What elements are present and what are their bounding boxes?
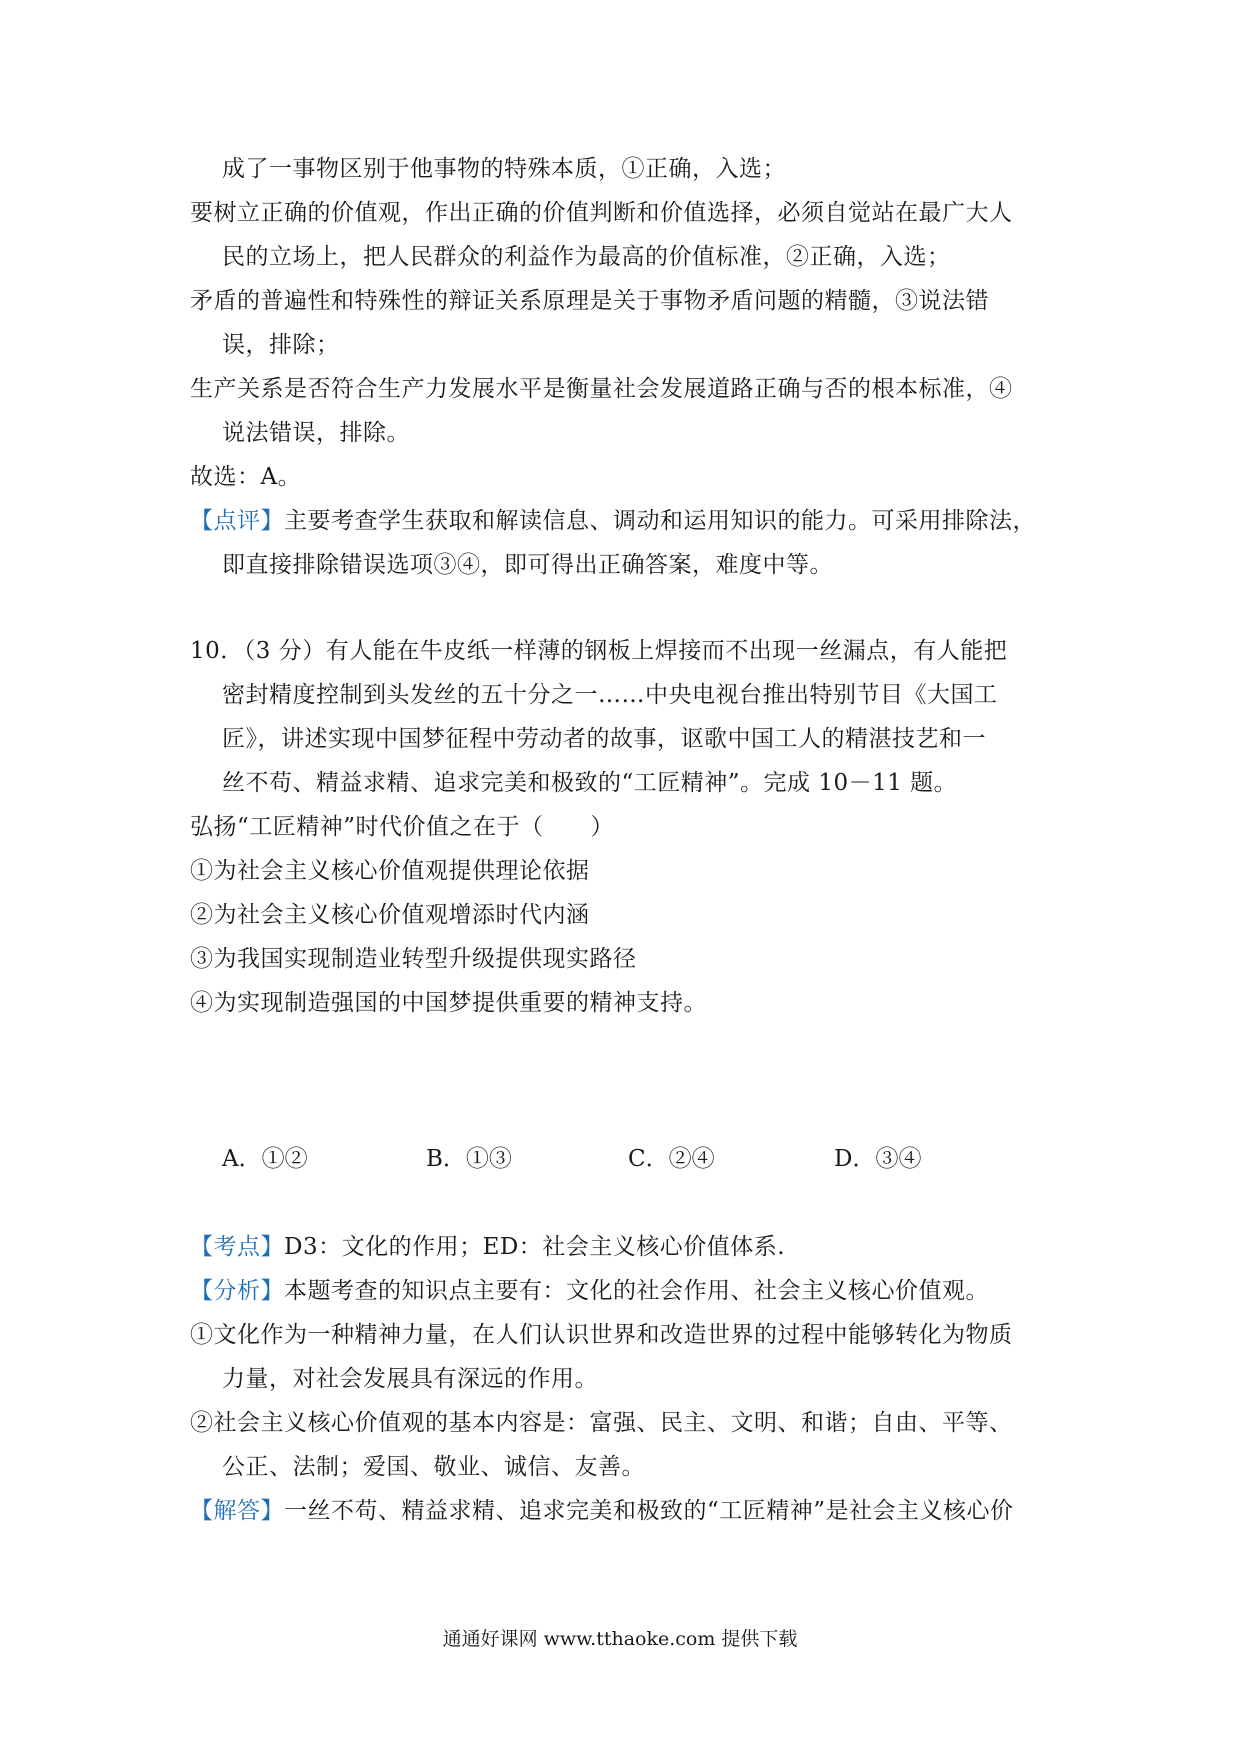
- option-a: A．①②: [222, 1146, 308, 1172]
- fenxi-line: [190, 1276, 1070, 1306]
- option-d: D．③④: [834, 1146, 922, 1172]
- answer-line: 故选：A。: [190, 464, 302, 490]
- text-line: 矛盾的普遍性和特殊性的辩证关系原理是关于事物矛盾问题的精髓，③说法错: [190, 288, 989, 314]
- question-line: 匠》，讲述实现中国梦征程中劳动者的故事，讴歌中国工人的精湛技艺和一: [222, 726, 986, 752]
- kaodian-tag: 【考点】: [190, 1234, 284, 1260]
- question-item: ①为社会主义核心价值观提供理论依据: [190, 858, 590, 884]
- text-line: 生产关系是否符合生产力发展水平是衡量社会发展道路正确与否的根本标准，④: [190, 376, 1013, 402]
- comment-tag: 【点评】: [190, 508, 284, 534]
- option-b: B．①③: [426, 1146, 512, 1172]
- analysis-point: 力量，对社会发展具有深远的作用。: [222, 1366, 598, 1392]
- kaodian-text: D3：文化的作用；ED：社会主义核心价值体系.: [284, 1234, 786, 1260]
- jieda-text: 一丝不苟、精益求精、追求完美和极致的“工匠精神”是社会主义核心价: [284, 1498, 1014, 1524]
- question-item: ②为社会主义核心价值观增添时代内涵: [190, 902, 590, 928]
- page-footer: 通通好课网 www.tthaoke.com 提供下载: [442, 1628, 798, 1650]
- text-line: 说法错误，排除。: [222, 420, 410, 446]
- analysis-point: ①文化作为一种精神力量，在人们认识世界和改造世界的过程中能够转化为物质: [190, 1322, 1013, 1348]
- text-line: 即直接排除错误选项③④，即可得出正确答案，难度中等。: [222, 552, 833, 578]
- question-line: 密封精度控制到头发丝的五十分之一……中央电视台推出特别节目《大国工: [222, 682, 998, 708]
- question-line: 10．（3 分）有人能在牛皮纸一样薄的钢板上焊接而不出现一丝漏点，有人能把: [190, 638, 1008, 664]
- text-line: 误，排除；: [222, 332, 340, 358]
- jieda-tag: 【解答】: [190, 1498, 284, 1524]
- kaodian-line: [190, 1232, 1070, 1262]
- question-stem: 弘扬“工匠精神”时代价值之在于（ ）: [190, 814, 615, 840]
- text-line: 成了一事物区别于他事物的特殊本质，①正确，入选；: [222, 156, 786, 182]
- question-line: 丝不苟、精益求精、追求完美和极致的“工匠精神”。完成 10－11 题。: [222, 770, 958, 796]
- comment-line: [190, 506, 1070, 536]
- jieda-line: [190, 1496, 1070, 1526]
- fenxi-text: 本题考查的知识点主要有：文化的社会作用、社会主义核心价值观。: [284, 1278, 989, 1304]
- comment-text: 主要考查学生获取和解读信息、调动和运用知识的能力。可采用排除法，: [284, 508, 1036, 534]
- question-item: ③为我国实现制造业转型升级提供现实路径: [190, 946, 637, 972]
- analysis-point: 公正、法制；爱国、敬业、诚信、友善。: [222, 1454, 645, 1480]
- analysis-point: ②社会主义核心价值观的基本内容是：富强、民主、文明、和谐；自由、平等、: [190, 1410, 1013, 1436]
- text-line: 民的立场上，把人民群众的利益作为最高的价值标准，②正确，入选；: [222, 244, 951, 270]
- text-line: 要树立正确的价值观，作出正确的价值判断和价值选择，必须自觉站在最广大人: [190, 200, 1013, 226]
- option-c: C．②④: [628, 1146, 715, 1172]
- question-item: ④为实现制造强国的中国梦提供重要的精神支持。: [190, 990, 707, 1016]
- answer-options: [222, 1144, 1002, 1174]
- fenxi-tag: 【分析】: [190, 1278, 284, 1304]
